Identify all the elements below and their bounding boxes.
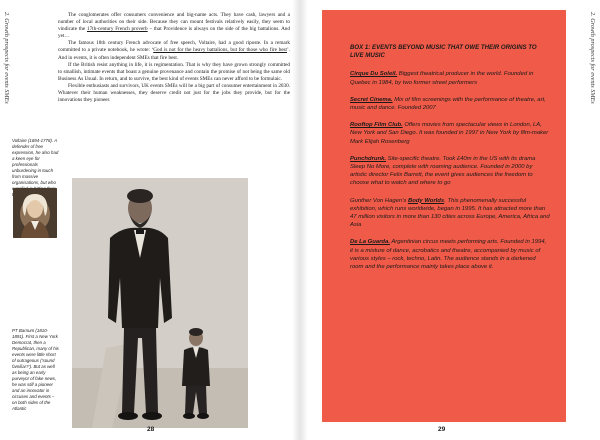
- proverb-link[interactable]: 17th-century French proverb: [86, 26, 148, 33]
- entry-text: Mix of film screenings with the performance of theatre, art, music and dance. Founded 2007: [350, 96, 546, 112]
- events-box-content: [350, 44, 550, 280]
- voltaire-quote-link[interactable]: God is not for the heavy battalions, but for those who fire best: [153, 47, 287, 54]
- box-entry: [350, 197, 550, 230]
- paragraph-text: ’. And in events, it is often independent SMEs that fire best.: [58, 47, 290, 61]
- barnum-photograph: [72, 178, 248, 428]
- entry-name-link[interactable]: De La Guarda.: [350, 239, 390, 246]
- paragraph-1: [58, 12, 290, 40]
- paragraph-text: If the British resist anything in life, it is regimentation. That is why they have grown strongly committed to smallish, intimate events that boast a genuine provenance and contain the promise of not being the same old Business As Usual. In return, and to survive, the best kind of events SMEs can never afford to be formulaic.: [58, 61, 290, 82]
- paragraph-text: Flexible enthusiasts and survivors, UK events SMEs will be a big part of consumer entertainment in 2030. Whatever their human weaknesses, they deserve credit not just for the jobs they provide, but for the innovations they pioneer.: [58, 82, 290, 104]
- page-number-right: 29: [438, 426, 446, 433]
- voltaire-portrait-icon: [13, 188, 57, 238]
- box-entry: [350, 155, 550, 188]
- paragraph-text: – that Providence is always on the side of the big battalions. And yet…: [58, 26, 290, 40]
- entry-name-link[interactable]: Cirque Du Soleil.: [350, 71, 398, 78]
- barnum-caption: PT Barnum (1810-1891). First a New York Democrat, then a Republican, many of his events were little short of outrageous (‘sound familiar?’). But as well as being an early purveyor of fake news, he was still a pioneer and an innovator in circuses and events – on both sides of the Atlantic: [12, 328, 59, 411]
- box-entry: [350, 238, 550, 271]
- box-title: BOX 1: EVENTS BEYOND MUSIC THAT OWE THEIR ORIGINS TO LIVE MUSIC: [350, 44, 537, 60]
- entry-name-link[interactable]: Body Worlds: [407, 197, 445, 204]
- entry-name-link[interactable]: Punchdrunk.: [350, 155, 386, 162]
- barnum-photograph-icon: [72, 178, 248, 428]
- page-number-left: 28: [147, 426, 155, 433]
- body-text: [58, 12, 290, 104]
- paragraph-3: [58, 62, 290, 83]
- entry-name-link[interactable]: Secret Cinema.: [350, 96, 393, 103]
- paragraph-text: The famous 18th century French advocate of free speech, Voltaire, had a good riposte. In a remark committed to a private notebook, he wrote: ‘: [58, 40, 290, 54]
- running-head-right: 2. Growth prospects for events SMEs: [589, 12, 596, 104]
- entry-text: Argentinian circus meets performing arts. Founded in 1994, it is a mixture of dance, acrobatics and theatre, accompanied by music of various styles – rock, techno, Latin. The audience stands in a darkened room and the performance mainly takes place above it.: [350, 239, 547, 271]
- gutter-shadow: [292, 0, 308, 440]
- entry-text: . This phenomenally successful exhibition, which runs worldwide, began in 1995. It has attracted more than 47 million visitors in more than 130 cities across Europe, America, Africa and Asia: [350, 197, 550, 229]
- paragraph-4: [58, 83, 290, 104]
- box-entry: [350, 96, 550, 112]
- voltaire-caption: Voltaire (1694-1778). A defender of free expression, he also had a keen eye for professionals unburdening in touch from massive organisations, but who: [12, 138, 59, 185]
- entry-text: Biggest theatrical producer in the world. Founded in Quebec in 1984, by two former street performers: [350, 71, 534, 86]
- voltaire-portrait: [13, 188, 57, 238]
- box-entry: [350, 121, 550, 146]
- paragraph-2: [58, 40, 290, 61]
- box-entry: [350, 70, 550, 86]
- entry-prefix: Gunther Von Hagen’s: [350, 197, 408, 204]
- running-head-left: 2. Growth prospects for events SMEs: [3, 12, 10, 104]
- paragraph-text: The conglomerates offer consumers convenience and big-name acts. They have cash, lawyers and a number of local authorities on their side. Because they can mount festivals relatively easily, they seem to vindicate the: [58, 12, 290, 33]
- entry-name-link[interactable]: Rooftop Film Club.: [350, 122, 403, 129]
- entry-text: Site-specific theatre. Took £40m in the US with its drama Sleep No More, complete with roaming audience. Founded in 2000 by artistic director Felix Barrett, the event gives audiences the freedom to choose what to watch and where to go: [350, 155, 536, 187]
- entry-text: Offers movies from spectacular views in London, LA, New York and San Diego. It was founded in 1997 in New York by film-maker Mark Elijah Rosenberg: [350, 122, 549, 145]
- events-box: [322, 10, 566, 422]
